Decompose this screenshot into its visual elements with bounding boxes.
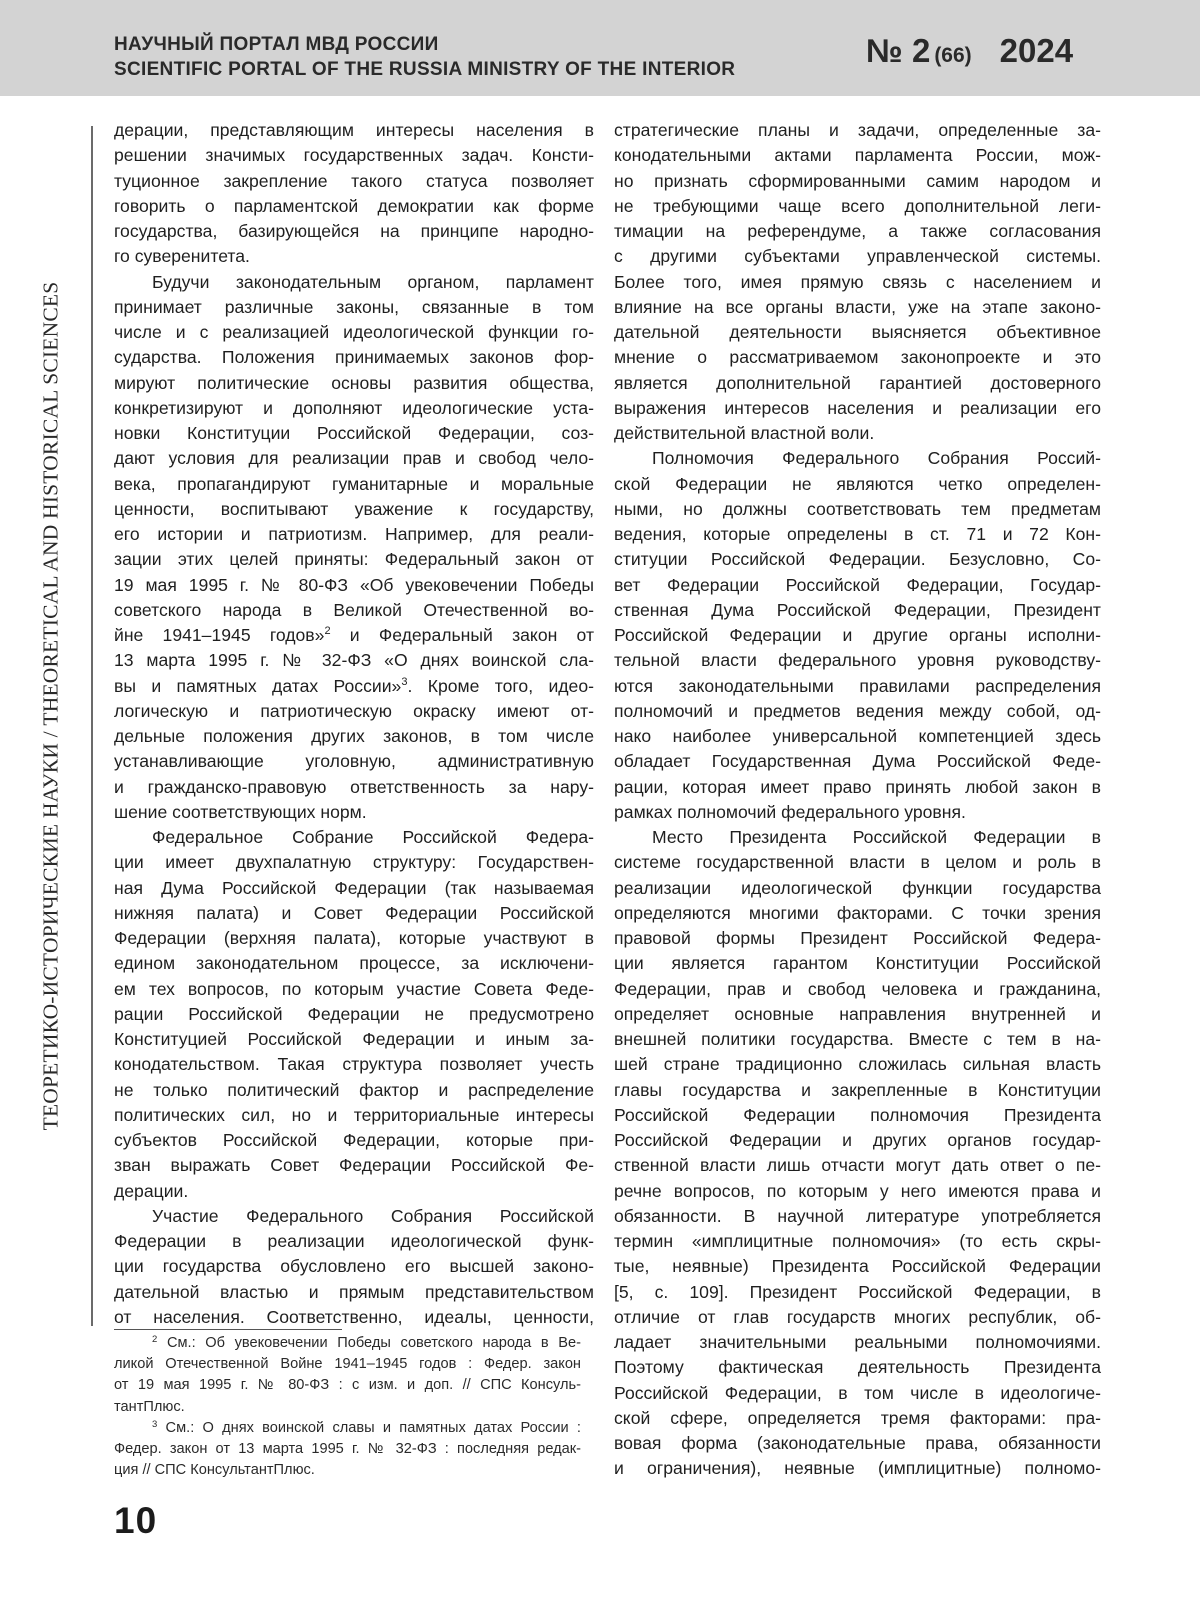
text-line: Полномочия Федерального Собрания Россий-	[652, 448, 1101, 469]
footnote-line: ликой Отечественной Войне 1941–1945 годов : Федер. закон	[114, 1356, 581, 1373]
text-line: стратегические планы и задачи, определенные за-	[614, 120, 1101, 140]
text-line: не требующими чаще всего дополнительной леги-	[614, 195, 1101, 216]
text-line: ем тех вопросов, по которым участие Совета Феде-	[114, 978, 594, 999]
text-line: тые, неявные) Президента Российской Федерации	[614, 1256, 1101, 1277]
journal-header	[0, 0, 1200, 96]
text-line: рации, которая имеет право принять любой закон в	[614, 776, 1101, 797]
text-line: мируют политические основы развития общества,	[114, 372, 594, 393]
left-text-column	[114, 118, 594, 1330]
text-line: от населения. Соответственно, идеалы, ценности,	[114, 1306, 594, 1327]
text-line: дельные положения других законов, в том числе	[114, 726, 594, 746]
text-line: главы государства и закрепленные в Конституции	[614, 1079, 1101, 1100]
sidebar-divider	[91, 126, 93, 1326]
text-line: Место Президента Российской Федерации в	[652, 827, 1101, 847]
text-line: дательной деятельности выясняется объективное	[614, 322, 1101, 342]
footnote-text: См.: Об увековечении Победы советского народа в Ве-	[157, 1335, 581, 1351]
footnote-reference: 3	[401, 675, 408, 688]
text-line: определяются многими факторами. С точки зрения	[614, 902, 1101, 923]
text-line: дают условия для реализации прав и свобод чело-	[114, 448, 594, 469]
text-line: дерации.	[114, 1180, 189, 1201]
text-line: числе и с реализацией идеологической функции го-	[114, 322, 594, 342]
footnote-line: от 19 мая 1995 г. № 80-ФЗ : с изм. и доп. // СПС Консуль-	[114, 1377, 581, 1394]
text-line: века, пропагандируют гуманитарные и моральные	[114, 473, 594, 494]
footnote-line	[114, 1418, 581, 1439]
text-line: Российской Федерации и другие органы исполни-	[614, 625, 1101, 645]
text-line: с другими субъектами управленческой системы.	[614, 246, 1101, 267]
issue-number: № 2	[866, 32, 931, 69]
footnote-line	[114, 1333, 581, 1354]
text-line: внешней политики государства. Вместе с тем в на-	[614, 1029, 1101, 1049]
text-line: Федерации в реализации идеологической функ-	[114, 1231, 594, 1251]
text-line: ции государства обусловлено его высшей законо-	[114, 1256, 594, 1277]
text-line: рации Российской Федерации не предусмотрено	[114, 1003, 594, 1024]
text-line: Поэтому фактическая деятельность Президента	[614, 1357, 1101, 1378]
text-line: отличие от глав государств многих республик, об-	[614, 1306, 1101, 1327]
text-line: советского народа в Великой Отечественной во-	[114, 599, 594, 620]
issue-total-number: (66)	[934, 44, 972, 67]
text-line: зации этих целей приняты: Федеральный закон от	[114, 549, 594, 570]
journal-title-en: SCIENTIFIC PORTAL OF THE RUSSIA MINISTRY OF THE INTERIOR	[114, 59, 736, 80]
text-line: Российской Федерации, в том числе в идеологиче-	[614, 1382, 1101, 1403]
text-line: вет Федерации Российской Федерации, Государ-	[614, 574, 1101, 595]
text-line: и гражданско-правовую ответственность за нару-	[114, 776, 594, 797]
right-text-column	[614, 118, 1101, 1482]
text-segment: вы и памятных датах России»	[114, 675, 402, 696]
issue-year: 2024	[999, 32, 1074, 69]
text-line: ная Дума Российской Федерации (так называемая	[114, 877, 594, 898]
text-line	[114, 623, 594, 648]
text-line: ценности, воспитывают уважение к государству,	[114, 498, 594, 519]
text-line: конодательством. Такая структура позволяет учесть	[114, 1054, 594, 1075]
text-line: выражения интересов населения и реализации его	[614, 397, 1101, 418]
text-line: туционное закрепление такого статуса позволяет	[114, 170, 594, 191]
footnotes	[114, 1333, 581, 1481]
text-line: 19 мая 1995 г. № 80-ФЗ «Об увековечении Победы	[114, 574, 594, 595]
text-line: ственной власти лишь отчасти могут дать ответ о пе-	[614, 1155, 1101, 1176]
text-line: конкретизируют и дополняют идеологические уста-	[114, 397, 594, 418]
text-line: системе государственной власти в целом и роль в	[614, 852, 1101, 873]
text-line: и ограничения), неявные (имплицитные) полномо-	[614, 1458, 1101, 1479]
footnote-reference: 2	[324, 625, 331, 637]
text-line: шей стране традиционно сложилась сильная власть	[614, 1054, 1101, 1075]
text-line: нижняя палата) и Совет Федерации Российской	[114, 902, 594, 923]
text-line: термин «имплицитные полномочия» (то есть скры-	[614, 1231, 1101, 1251]
footnote-line: Федер. закон от 13 марта 1995 г. № 32-ФЗ : последняя редак-	[114, 1440, 581, 1457]
text-line: ными, но должны соответствовать тем предметам	[614, 498, 1101, 519]
text-line: ведения, которые определены в ст. 71 и 72 Кон-	[614, 524, 1101, 544]
text-line: является дополнительной гарантией достоверного	[614, 372, 1101, 393]
text-segment: . Кроме того, идео-	[407, 675, 594, 696]
journal-title-ru: НАУЧНЫЙ ПОРТАЛ МВД РОССИИ	[114, 34, 439, 55]
text-line: Конституцией Российской Федерации и иным за-	[114, 1029, 594, 1049]
text-line: вовая форма (законодательные права, обязанности	[614, 1433, 1101, 1453]
text-line: шение соответствующих норм.	[114, 801, 367, 822]
text-line: устанавливающие уголовную, административную	[114, 751, 594, 772]
text-line: политических сил, но и территориальные интересы	[114, 1104, 594, 1125]
text-line: государства, базирующейся на принципе народно-	[114, 221, 594, 241]
text-line: ции является гарантом Конституции Российской	[614, 953, 1101, 974]
text-line: принимает различные законы, связанные в том	[114, 296, 594, 317]
text-line: влияние на все органы власти, уже на этапе законо-	[614, 296, 1101, 317]
text-line: 13 марта 1995 г. № 32-ФЗ «О днях воинской сла-	[114, 650, 594, 671]
text-line: зван выражать Совет Федерации Российской Фе-	[114, 1155, 594, 1176]
text-line: субъектов Российской Федерации, которые при-	[114, 1130, 594, 1150]
text-line: действительной властной воли.	[614, 423, 875, 443]
text-line: новки Конституции Российской Федерации, соз-	[114, 423, 594, 443]
text-line: Участие Федерального Собрания Российской	[152, 1205, 594, 1226]
text-line: тимации на референдуме, а также согласования	[614, 221, 1101, 241]
text-line: полномочий и предметов ведения между собой, од-	[614, 700, 1101, 721]
text-line: дательной властью и прямым представительством	[114, 1281, 594, 1302]
text-line: определяет основные направления внутренней и	[614, 1003, 1101, 1024]
text-line: Федерации, прав и свобод человека и гражданина,	[614, 978, 1101, 999]
text-line: Более того, имея прямую связь с населением и	[614, 271, 1101, 292]
text-line	[114, 674, 594, 699]
section-title: ТЕОРЕТИКО-ИСТОРИЧЕСКИЕ НАУКИ / THEORETICAL AND HISTORICAL SCIENCES	[38, 281, 63, 1131]
text-line: нако наиболее универсальной компетенцией здесь	[614, 726, 1101, 746]
footnote-line: ция // СПС КонсультантПлюс.	[114, 1462, 315, 1479]
text-line: Российской Федерации и других органов государ-	[614, 1130, 1101, 1150]
footnote-text: См.: О днях воинской славы и памятных датах России :	[157, 1419, 581, 1436]
text-line: ются законодательными правилами распределения	[614, 675, 1101, 696]
text-segment: йне 1941–1945 годов»	[114, 625, 325, 645]
text-segment: и Федеральный закон от	[330, 625, 595, 645]
text-line: правовой формы Президент Российской Федера-	[614, 928, 1101, 948]
text-line: ладает значительными реальными полномочиями.	[614, 1332, 1101, 1352]
text-line: дерации, представляющим интересы населения в	[114, 120, 594, 140]
text-line: не только политический фактор и распределение	[114, 1079, 594, 1100]
footnote-marker: 3	[152, 1418, 158, 1430]
text-line: едином законодательном процессе, за исключени-	[114, 953, 594, 974]
text-line: говорить о парламентской демократии как форме	[114, 195, 594, 216]
footnote-divider	[114, 1329, 342, 1330]
text-line: обязанности. В научной литературе употребляется	[614, 1205, 1101, 1226]
text-line: ской сфере, определяется тремя факторами: пра-	[614, 1407, 1101, 1428]
text-line: его истории и патриотизм. Например, для реали-	[114, 524, 594, 544]
text-line: ституции Российской Федерации. Безусловно, Со-	[614, 549, 1101, 570]
text-line: решении значимых государственных задач. Консти-	[114, 145, 594, 166]
issue-info	[866, 32, 1073, 70]
text-line: го суверенитета.	[114, 246, 250, 267]
text-line: ции имеет двухпалатную структуру: Государствен-	[114, 852, 594, 873]
text-line: тельной власти федерального уровня руководству-	[614, 650, 1101, 671]
text-line: [5, с. 109]. Президент Российской Федерации, в	[614, 1281, 1101, 1302]
text-line: обладает Государственная Дума Российской Феде-	[614, 751, 1101, 772]
section-sidebar	[28, 126, 74, 1286]
text-line: Федерации (верхняя палата), которые участвуют в	[114, 928, 594, 948]
text-line: Федеральное Собрание Российской Федера-	[152, 827, 594, 847]
footnote-marker: 2	[152, 1334, 158, 1345]
text-line: реализации идеологической функции государства	[614, 877, 1101, 898]
text-line: конодательными актами парламента России, мож-	[614, 145, 1101, 166]
footnote-line: тантПлюс.	[114, 1398, 185, 1415]
text-line: ственная Дума Российской Федерации, Президент	[614, 599, 1101, 620]
text-line: Российской Федерации полномочия Президента	[614, 1104, 1101, 1125]
text-line: мнение о рассматриваемом законопроекте и это	[614, 347, 1101, 368]
page-number: 10	[114, 1500, 158, 1541]
text-line: ской Федерации не являются четко определен-	[614, 473, 1101, 494]
text-line: рамках полномочий федерального уровня.	[614, 801, 966, 822]
text-line: логическую и патриотическую окраску имеют от-	[114, 700, 594, 721]
text-line: речне вопросов, по которым у него имеются права и	[614, 1180, 1101, 1201]
text-line: но признать сформированными самим народом и	[614, 170, 1101, 191]
text-line: Будучи законодательным органом, парламент	[152, 271, 594, 292]
text-line: сударства. Положения принимаемых законов фор-	[114, 347, 594, 368]
